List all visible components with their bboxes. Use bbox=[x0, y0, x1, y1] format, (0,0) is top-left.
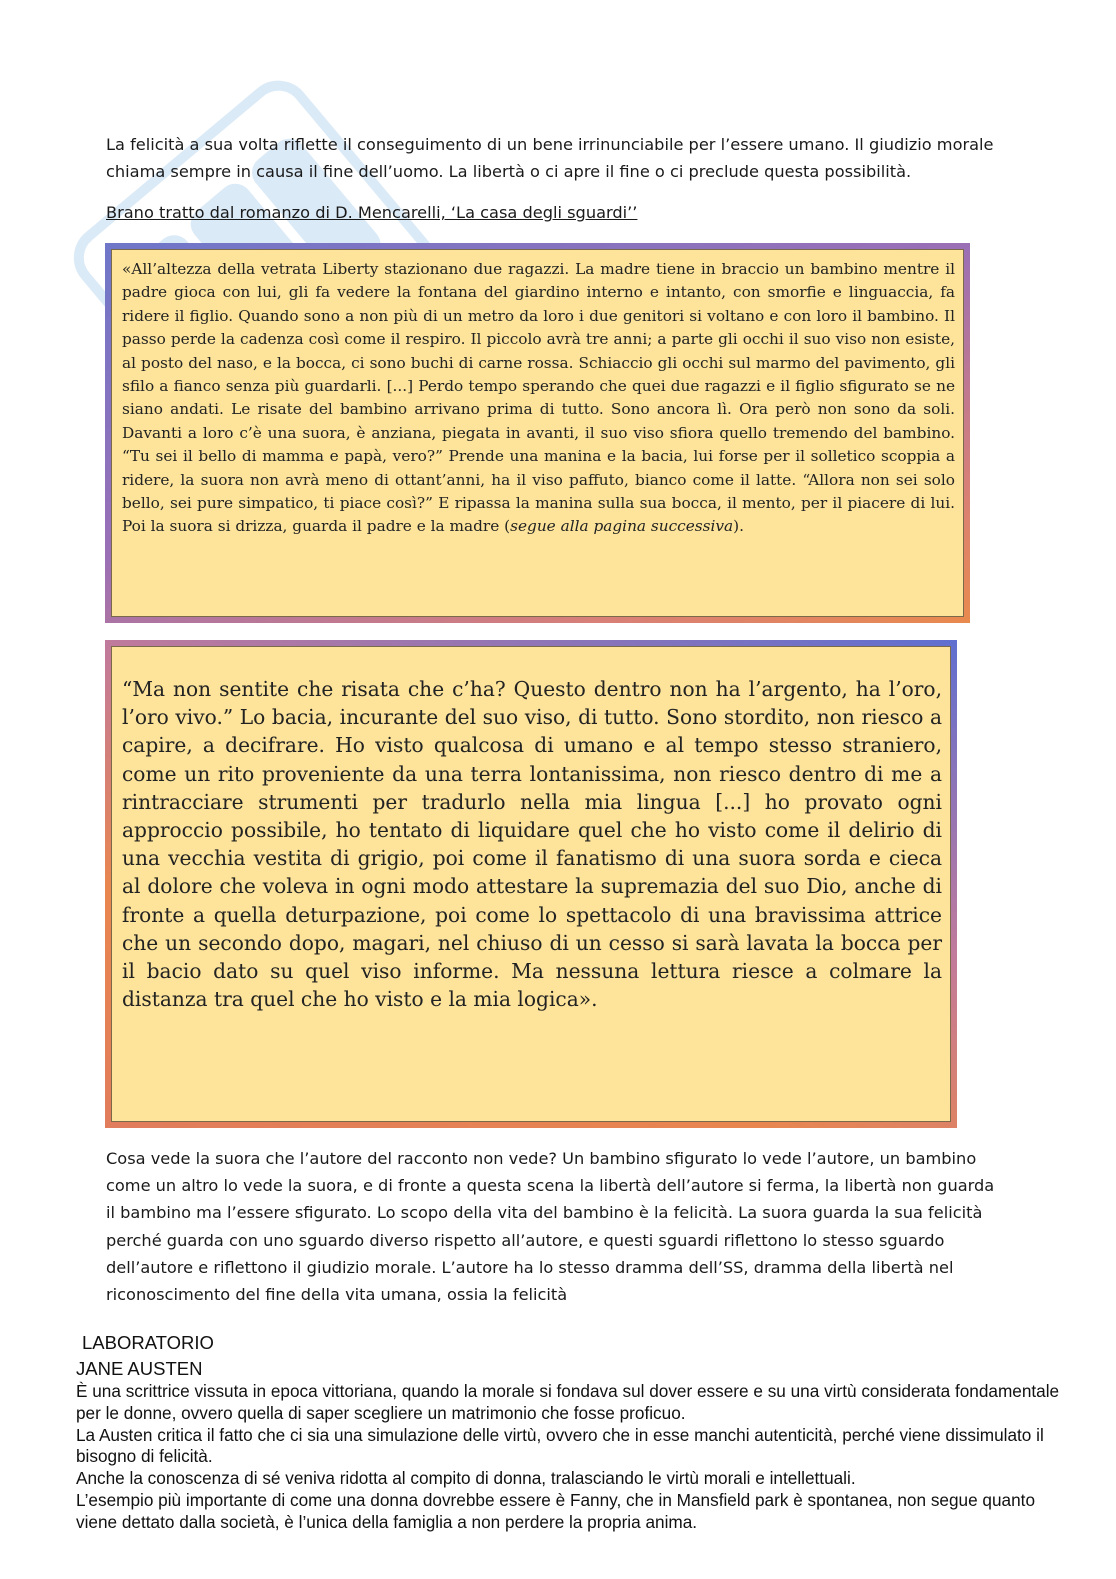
lab-body bbox=[76, 1381, 1076, 1534]
lab-title: LABORATORIO bbox=[82, 1332, 214, 1353]
lab-paragraph: È una scrittrice vissuta in epoca vittoriana, quando la morale si fondava sul dover essere e su una virtù considerata fondamentale per le donne, ovvero quella di saper scegliere un matrimonio che fosse proficuo. bbox=[76, 1381, 1060, 1423]
lab-author: JANE AUSTEN bbox=[76, 1358, 203, 1379]
quote-1-body: «All’altezza della vetrata Liberty stazionano due ragazzi. La madre tiene in braccio un bambino mentre il padre gioca con lui, gli fa vedere la fontana del giardino interno e intanto, con smorfie e linguaccia, fa ridere il figlio. Quando sono a non più di un metro da loro i due genitori si voltano e con loro il bambino. Il passo perde la cadenza così come il respiro. Il piccolo avrà tre anni; a parte gli occhi il suo viso non esiste, al posto del naso, e la bocca, ci sono buchi di carne rossa. Schiaccio gli occhi sul marmo del pavimento, gli sfilo a fianco senza più guardarli. [...] Perdo tempo sperando che quei due ragazzi e il figlio sfigurato se ne siano andati. Le risate del bambino arrivano prima di tutto. Sono ancora lì. Ora però non sono da soli. Davanti a loro c’è una suora, è anziana, piegata in avanti, il suo viso sfiora quello tremendo del bambino. “Tu sei il bello di mamma e papà, vero?” Prende una manina e la bacia, lui forse per il solletico scoppia a ridere, la suora non avrà meno di ottant’anni, ha il viso paffuto, bianco come il latte. “Allora non sei solo bello, sei pure simpatico, ti piace così?” E ripassa la manina sulla sua bocca, il mento, per il piacere di lui. Poi la suora si drizza, guarda il padre e la madre ( bbox=[122, 260, 955, 536]
intro-paragraph: La felicità a sua volta riflette il conseguimento di un bene irrinunciabile per l’essere umano. Il giudizio morale chiama sempre in causa il fine dell’uomo. La libertà o ci apre il fine o ci preclude questa possibilità. bbox=[106, 135, 994, 181]
quote-1-note: segue alla pagina successiva bbox=[510, 517, 734, 536]
quote-box-2 bbox=[105, 640, 957, 1128]
commentary-paragraph: Cosa vede la suora che l’autore del racconto non vede? Un bambino sfigurato lo vede l’autore, un bambino come un altro lo vede la suora, e di fronte a questa scena la libertà dell’autore si ferma, la libertà non guarda il bambino ma l’essere sfigurato. Lo scopo della vita del bambino è la felicità. La suora guarda la sua felicità perché guarda con uno sguardo diverso rispetto all’autore, e questi sguardi riflettono lo stesso sguardo dell’autore e riflettono il giudizio morale. L’autore ha lo stesso dramma dell’SS, dramma della libertà nel riconoscimento del fine della vita umana, ossia la felicità bbox=[106, 1149, 995, 1305]
lab-paragraph: La Austen critica il fatto che ci sia una simulazione delle virtù, ovvero che in esse manchi autenticità, perché viene dissimulato il bisogno di felicità. bbox=[76, 1424, 1044, 1467]
quote-1-end: ). bbox=[733, 517, 744, 536]
quote-text-2: “Ma non sentite che risata che c’ha? Questo dentro non ha l’argento, ha l’oro, l’oro vivo.” Lo bacia, incurante del suo viso, di tutto. Sono stordito, non riesco a capire, a decifrare. Ho visto qualcosa di umano e al tempo stesso straniero, come un rito proveniente da una terra lontanissima, non riesco dentro di me a rintracciare strumenti per tradurlo nella mia lingua [...] ho provato ogni approccio possibile, ho tentato di liquidare quel che ho visto come il delirio di una vecchia vestita di grigio, poi come il fanatismo di una suora sorda e cieca al dolore che voleva in ogni modo attestare la supremazia del suo Dio, anche di fronte a quella deturpazione, poi come lo spettacolo di una bravissima attrice che un secondo dopo, magari, nel chiuso di un cesso si sarà lavata la bocca per il bacio dato su quel viso informe. Ma nessuna lettura riesce a colmare la distanza tra quel che ho visto e la mia logica». bbox=[122, 677, 942, 1012]
quote-text-1 bbox=[112, 250, 963, 539]
excerpt-title: Brano tratto dal romanzo di D. Mencarelli, ‘La casa degli sguardi’’ bbox=[106, 203, 638, 222]
quote-box-1 bbox=[105, 243, 970, 623]
lab-paragraph: Anche la conoscenza di sé veniva ridotta al compito di donna, tralasciando le virtù morali e intellettuali. bbox=[76, 1468, 856, 1489]
lab-paragraph: L’esempio più importante di come una donna dovrebbe essere è Fanny, che in Mansfield park è spontanea, non segue quanto viene dettato dalla società, è l’unica della famiglia a non perdere la propria anima. bbox=[76, 1489, 1035, 1532]
